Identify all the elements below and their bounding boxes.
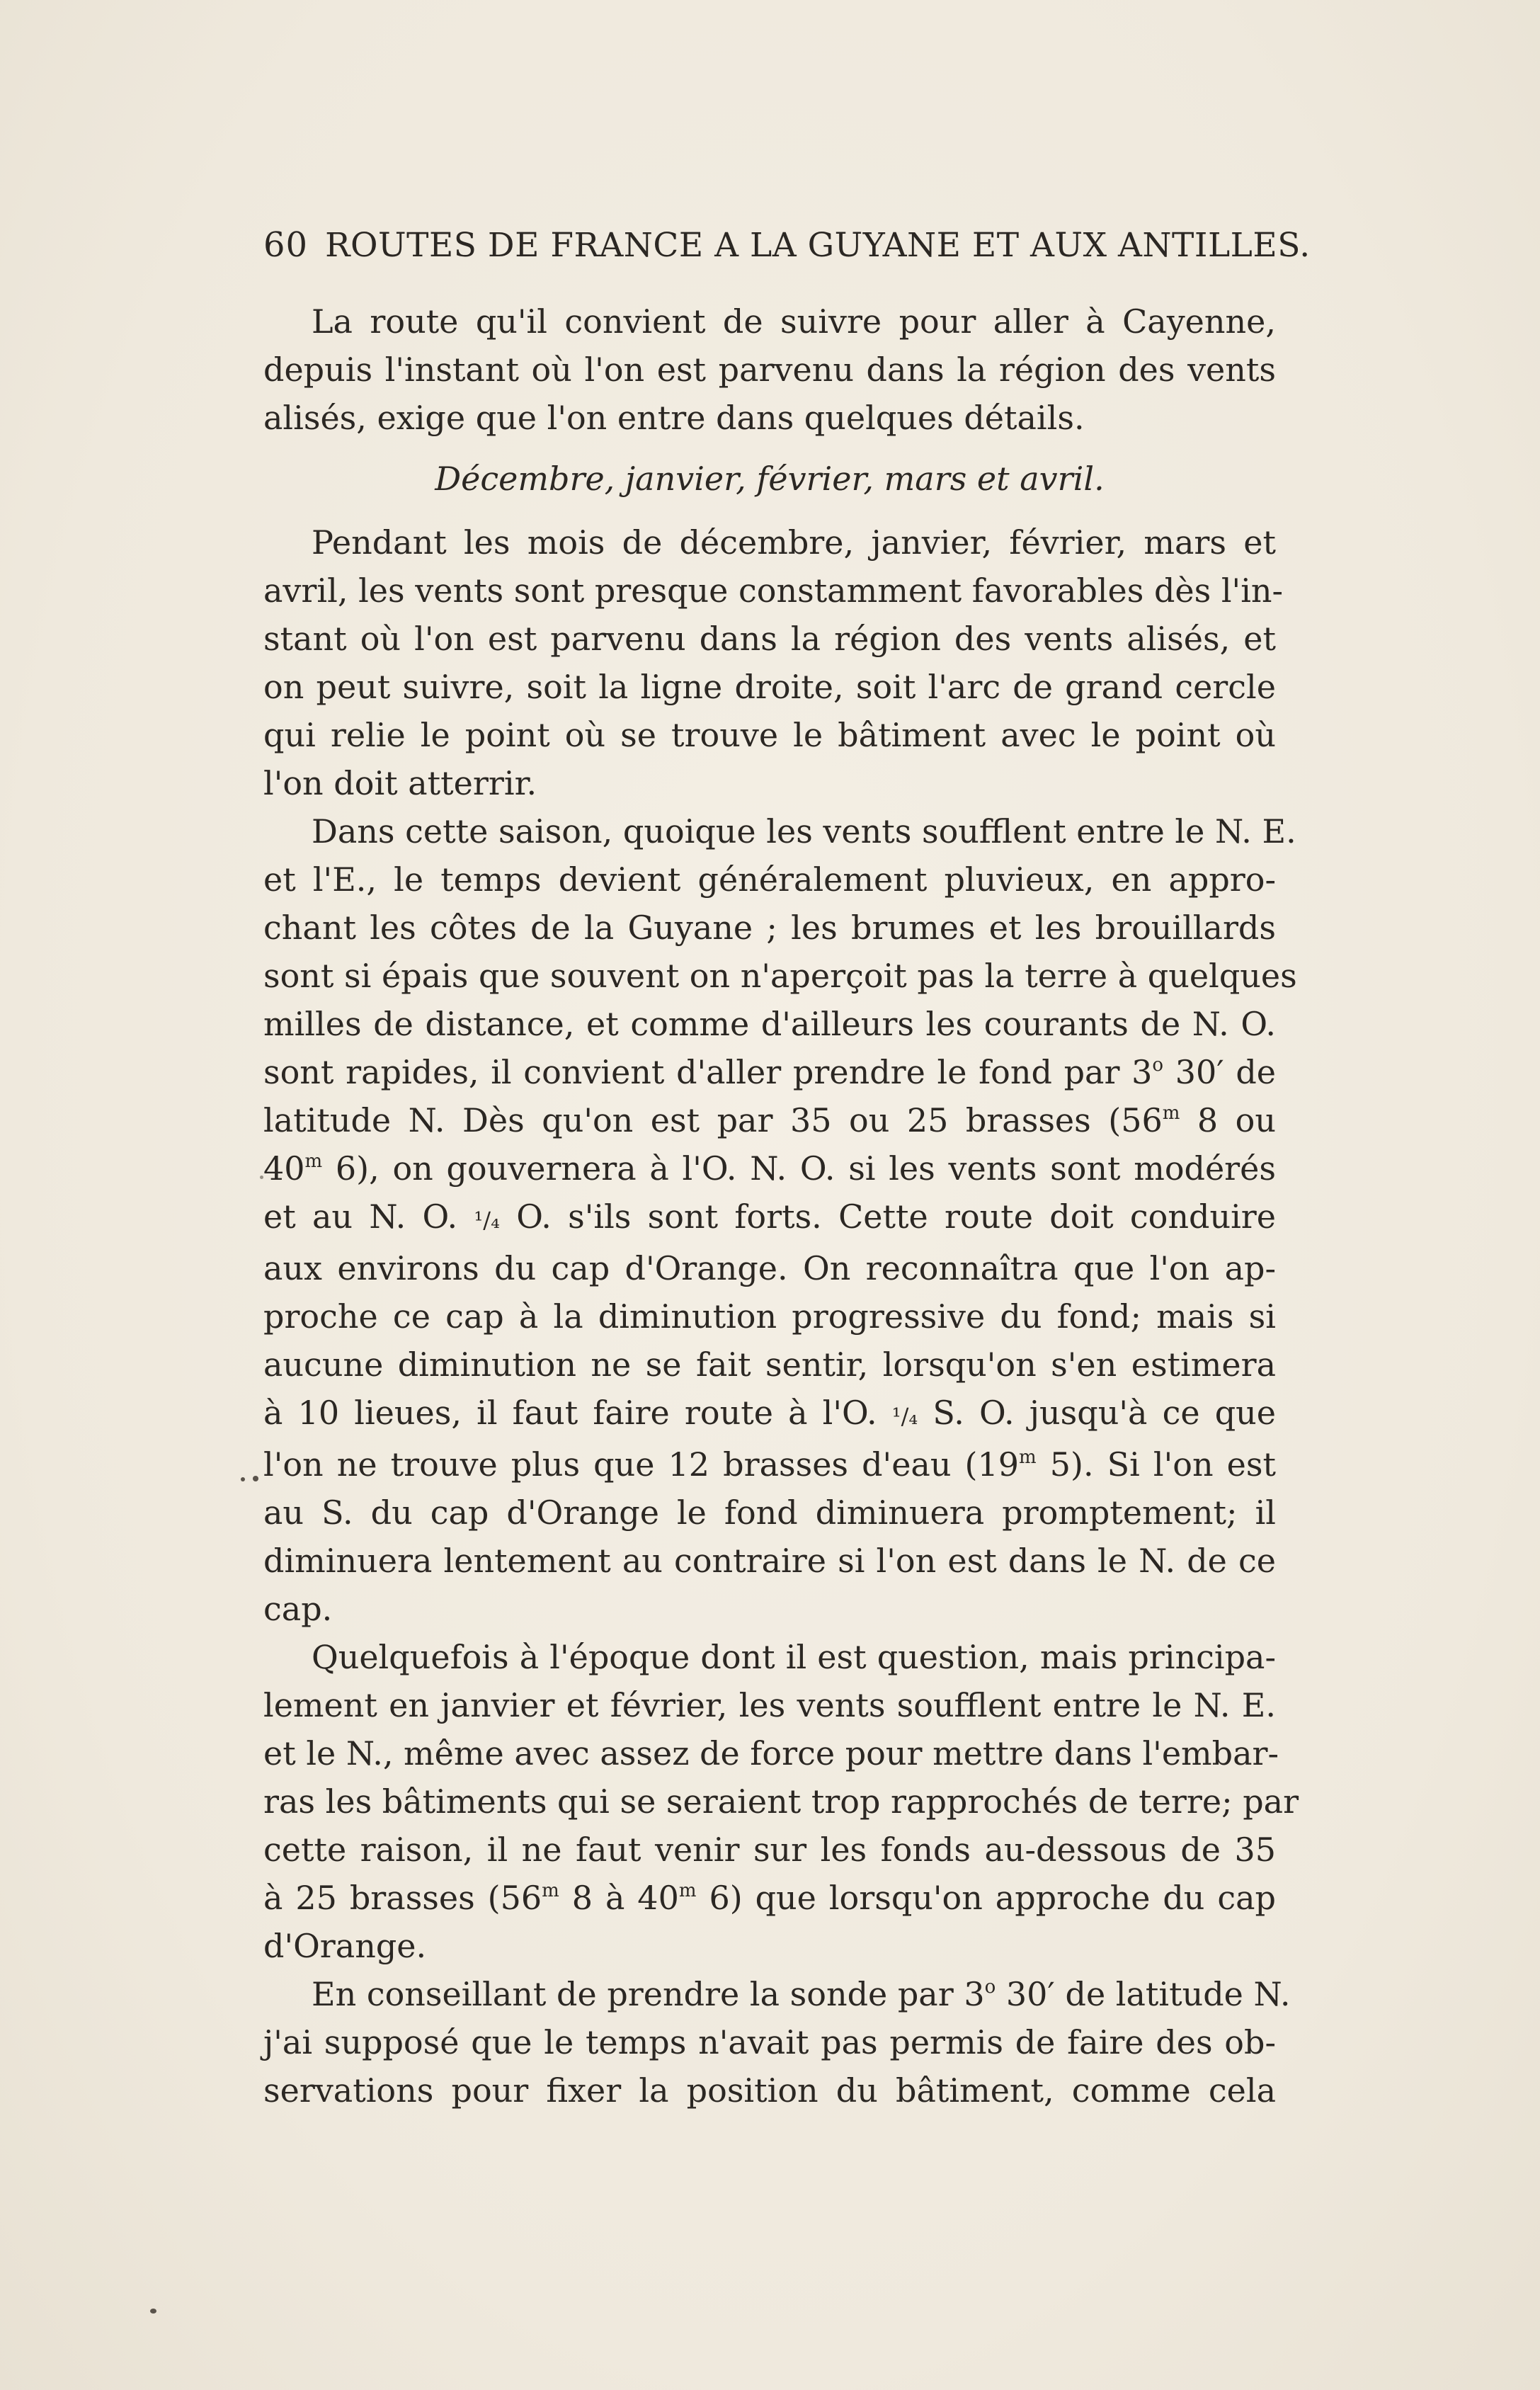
text-run: à 25 brasses (56 (263, 1879, 542, 1917)
text-run: 8 ou (1180, 1101, 1276, 1139)
text-line: aux environs du cap d'Orange. On reconnaîtra que l'on ap- (263, 1249, 1276, 1287)
unit-superscript: m (542, 1880, 559, 1901)
text-line (263, 1440, 1276, 1489)
text-line (263, 1096, 1276, 1144)
text-run: à 10 lieues, il faut faire route à l'O. (263, 1394, 892, 1432)
text-line: et l'E., le temps devient généralement pluvieux, en appro- (263, 860, 1276, 899)
text-line: qui relie le point où se trouve le bâtiment avec le point où (263, 716, 1276, 754)
text-line (263, 1048, 1276, 1096)
text-line: stant où l'on est parvenu dans la région des vents alisés, et (263, 620, 1276, 658)
degree-sign: o (984, 1976, 996, 1998)
paper-speck (241, 1477, 245, 1481)
paper-speck (253, 1476, 258, 1481)
text-line: l'on doit atterrir. (263, 764, 537, 802)
body-text (263, 297, 1299, 2115)
text-line: cap. (263, 1590, 333, 1628)
text-line: et le N., même avec assez de force pour mettre dans l'embar- (263, 1734, 1279, 1772)
page-number: 60 (263, 225, 309, 265)
text-run: 6), on gouvernera à l'O. N. O. si les vents sont modérés (322, 1149, 1276, 1188)
unit-superscript: m (1162, 1103, 1180, 1124)
text-run: O. s'ils sont forts. Cette route doit conduire (499, 1197, 1276, 1236)
text-run: latitude N. Dès qu'on est par 35 ou 25 brasses (56 (263, 1101, 1163, 1139)
text-line: avril, les vents sont presque constamment favorables dès l'in- (263, 571, 1284, 610)
text-line: depuis l'instant où l'on est parvenu dans la région des vents (263, 351, 1276, 389)
text-line: Dans cette saison, quoique les vents soufflent entre le N. E. (312, 812, 1296, 850)
text-line: d'Orange. (263, 1927, 427, 1965)
fraction: ¹/₄ (891, 1403, 918, 1430)
text-line: alisés, exige que l'on entre dans quelques détails. (263, 399, 1085, 437)
text-line: Quelquefois à l'époque dont il est question, mais principa- (312, 1638, 1276, 1676)
text-line: diminuera lentement au contraire si l'on est dans le N. de ce (263, 1542, 1276, 1580)
text-run: S. O. jusqu'à ce que (918, 1394, 1276, 1432)
intro-paragraph (263, 297, 1276, 442)
fraction: ¹/₄ (474, 1207, 500, 1234)
text-line (263, 1874, 1276, 1922)
text-line: Pendant les mois de décembre, janvier, février, mars et (312, 523, 1276, 562)
text-line: cette raison, il ne faut venir sur les fonds au-dessous de 35 (263, 1831, 1276, 1869)
unit-superscript: m (1019, 1447, 1037, 1468)
text-line: milles de distance, et comme d'ailleurs les courants de N. O. (263, 1005, 1276, 1043)
paragraph-4 (263, 1970, 1291, 2115)
section-heading: Décembre, janvier, février, mars et avril. (435, 460, 1105, 498)
paper-speck (150, 2309, 156, 2314)
text-run: 6) que lorsqu'on approche du cap (696, 1879, 1276, 1917)
text-run: l'on ne trouve plus que 12 brasses d'eau (19 (263, 1445, 1020, 1484)
running-title: ROUTES DE FRANCE A LA GUYANE ET AUX ANTILLES. (325, 226, 1311, 265)
text-line (263, 1389, 1276, 1440)
text-line: proche ce cap à la diminution progressive du fond; mais si (263, 1297, 1276, 1336)
text-line (263, 1970, 1291, 2018)
text-run: 40 (263, 1149, 305, 1188)
text-line (263, 1144, 1276, 1193)
degree-sign: o (1152, 1054, 1164, 1076)
text-line: lement en janvier et février, les vents soufflent entre le N. E. (263, 1686, 1276, 1724)
paragraph-3 (263, 1633, 1299, 1970)
text-line: sont si épais que souvent on n'aperçoit pas la terre à quelques (263, 957, 1297, 995)
text-line: ras les bâtiments qui se seraient trop rapprochés de terre; par (263, 1782, 1299, 1821)
text-line: servations pour fixer la position du bâtiment, comme cela (263, 2071, 1276, 2110)
paper-speck (260, 1176, 263, 1179)
text-line: j'ai supposé que le temps n'avait pas permis de faire des ob- (263, 2023, 1276, 2061)
text-run: 30′ de latitude N. (996, 1975, 1291, 2013)
text-run: et au N. O. (263, 1197, 474, 1236)
text-line (263, 1193, 1276, 1244)
unit-superscript: m (304, 1151, 323, 1172)
text-line: on peut suivre, soit la ligne droite, soit l'arc de grand cercle (263, 668, 1276, 706)
text-line: chant les côtes de la Guyane ; les brumes et les brouillards (263, 909, 1276, 947)
text-line: aucune diminution ne se fait sentir, lorsqu'on s'en estimera (263, 1345, 1276, 1384)
page-header (263, 225, 1311, 265)
text-run: 5). Si l'on est (1036, 1445, 1276, 1484)
paragraph-2 (263, 807, 1297, 1633)
text-run: 8 à 40 (559, 1879, 679, 1917)
unit-superscript: m (678, 1880, 697, 1901)
text-line: La route qu'il convient de suivre pour aller à Cayenne, (312, 302, 1276, 341)
text-run: En conseillant de prendre la sonde par 3 (312, 1975, 985, 2013)
text-run: sont rapides, il convient d'aller prendre le fond par 3 (263, 1053, 1153, 1091)
text-run: 30′ de (1163, 1053, 1277, 1091)
paragraph-1 (263, 518, 1284, 807)
text-line: au S. du cap d'Orange le fond diminuera promptement; il (263, 1493, 1276, 1532)
